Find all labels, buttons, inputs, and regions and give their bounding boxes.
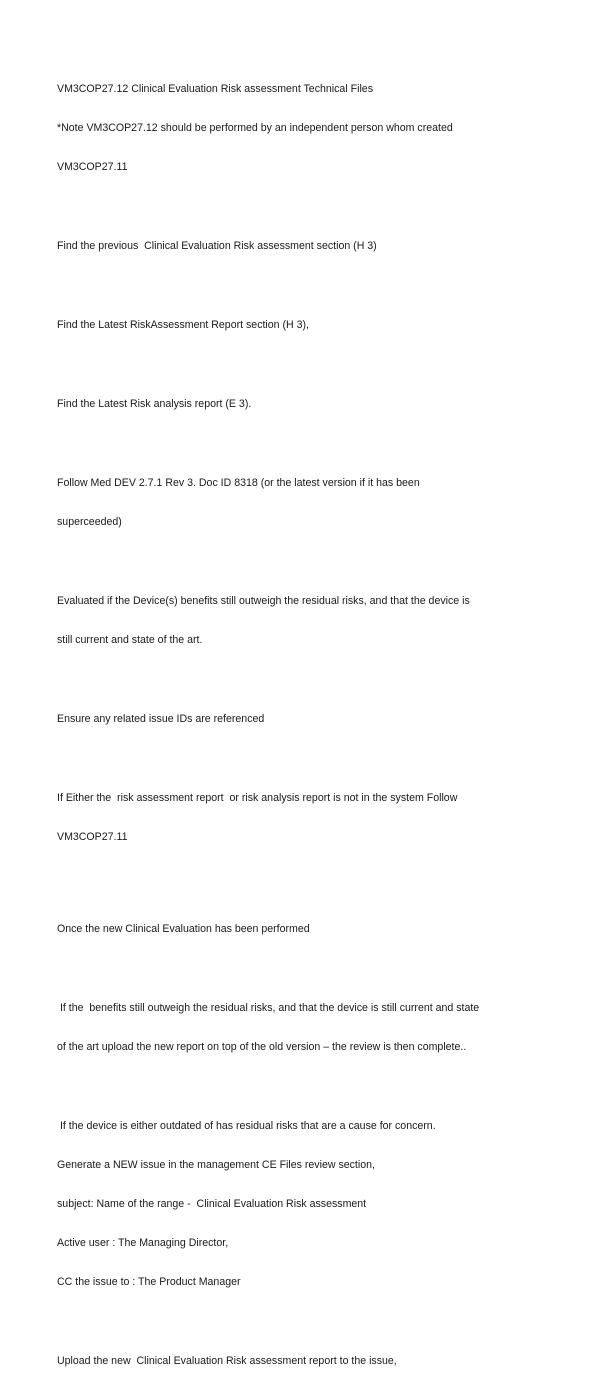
header-line-reference: VM3COP27.11	[57, 161, 128, 173]
step-evaluate: Evaluated if the Device(s) benefits still outweigh the residual risks, and that the device is still current and state of the art.	[57, 595, 470, 646]
step-find-latest-report: Find the Latest RiskAssessment Report section (H 3),	[57, 319, 309, 331]
header-line-title: VM3COP27.12 Clinical Evaluation Risk assessment Technical Files	[57, 83, 373, 95]
step-if-either: If Either the risk assessment report or risk analysis report is not in the system Follow VM3COP27.11	[57, 792, 458, 843]
step-upload: Upload the new Clinical Evaluation Risk assessment report to the issue,	[57, 1355, 397, 1367]
step-find-previous: Find the previous Clinical Evaluation Risk assessment section (H 3)	[57, 240, 377, 252]
step-if-outdated: If the device is either outdated of has residual risks that are a cause for concern. Generate a NEW issue in the management CE Files review section, subject: Name of the range - Clinical Evaluation Risk assessment Active user : The Managing Director, CC the issue to : The Product Manager	[57, 1120, 436, 1288]
step-follow-med-dev: Follow Med DEV 2.7.1 Rev 3. Doc ID 8318 (or the latest version if it has been superceeded)	[57, 477, 420, 528]
header-line-note: *Note VM3COP27.12 should be performed by an independent person whom created	[57, 122, 453, 134]
procedure-header	[57, 57, 542, 200]
section-once-performed: Once the new Clinical Evaluation has been performed	[57, 923, 310, 935]
document-body	[57, 57, 542, 1394]
step-ensure-ids: Ensure any related issue IDs are referenced	[57, 713, 265, 725]
step-if-benefits: If the benefits still outweigh the residual risks, and that the device is still current and state of the art upload the new report on top of the old version – the review is then complete..	[57, 1002, 480, 1053]
step-find-latest-analysis: Find the Latest Risk analysis report (E 3).	[57, 398, 252, 410]
